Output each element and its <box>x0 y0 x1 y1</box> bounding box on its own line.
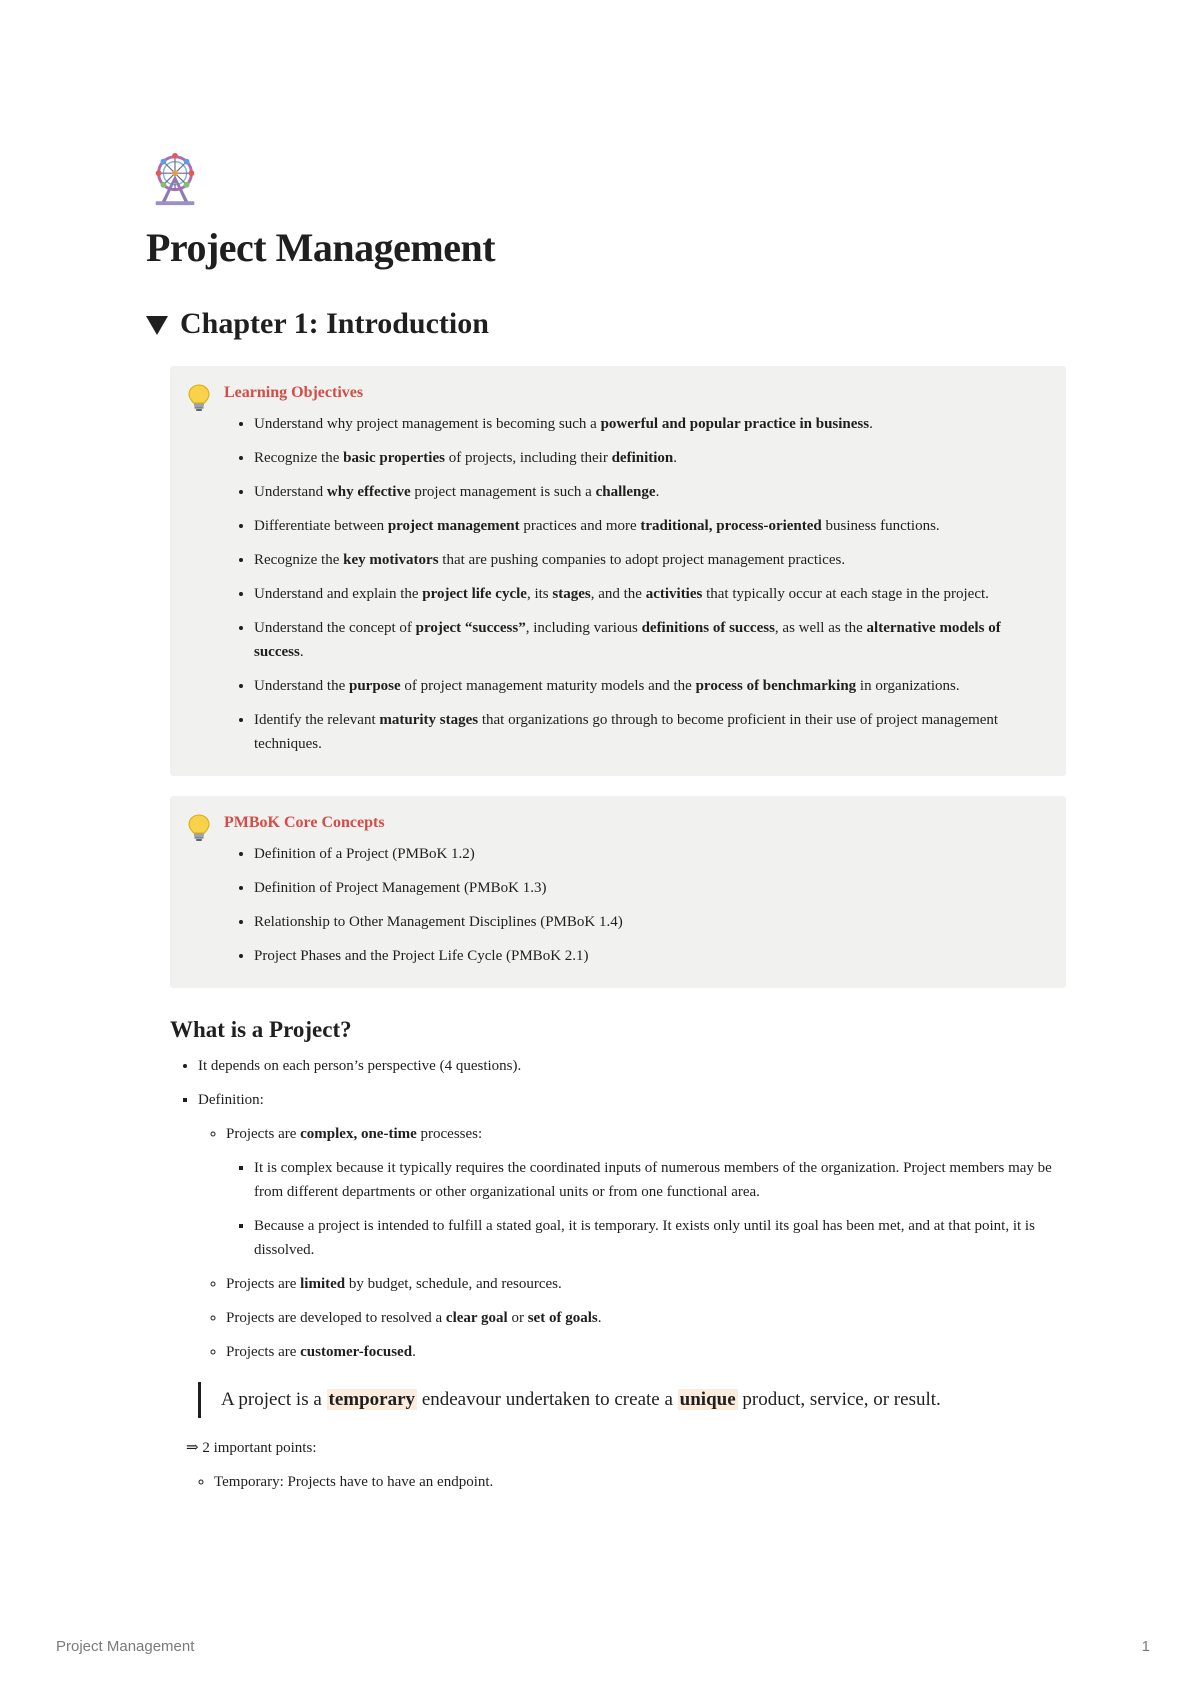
list-item <box>226 1122 1066 1262</box>
highlight-temporary: temporary <box>328 1389 416 1410</box>
list-item: ◦ Temporary: Projects have to have an endpoint. <box>214 1470 1066 1494</box>
definition-sublist <box>198 1122 1066 1364</box>
list-item <box>254 842 1042 866</box>
bold-text: traditional, process-oriented <box>640 518 822 534</box>
bold-text: customer-focused <box>300 1344 413 1360</box>
chapter-toggle-heading[interactable] <box>146 304 1066 344</box>
list-item <box>254 514 1042 538</box>
quote-text: product, service, or result. <box>737 1389 941 1410</box>
light-bulb-icon <box>188 812 214 974</box>
list-item <box>254 412 1042 436</box>
bold-text: why effective <box>326 484 411 500</box>
bold-text: alternative models of success <box>254 620 1001 660</box>
bold-text: limited <box>300 1276 346 1292</box>
bold-text: definition <box>611 450 674 466</box>
callout-title: Learning Objectives <box>224 384 364 401</box>
text-run: Definition of Project Management (PMBoK 1.3) <box>254 880 547 896</box>
callout-pmbok-core-concepts <box>170 796 1066 988</box>
text-run: . <box>412 1344 416 1360</box>
quote-text: A project is a <box>221 1389 327 1410</box>
text-run: , including various <box>525 620 642 636</box>
list-item <box>254 708 1042 756</box>
text-run: project management is such a <box>410 484 596 500</box>
text-run: by budget, schedule, and resources. <box>345 1276 562 1292</box>
bold-text: purpose <box>348 678 401 694</box>
bold-text: powerful and popular practice in business <box>600 416 870 432</box>
bold-text: activities <box>645 586 703 602</box>
text-run: Understand the <box>254 678 349 694</box>
text-run: Recognize the <box>254 552 344 568</box>
complex-details-list <box>226 1156 1066 1262</box>
text-run: , its <box>526 586 553 602</box>
list-item <box>226 1340 1066 1364</box>
light-bulb-icon <box>188 382 214 762</box>
bold-text: stages <box>552 586 591 602</box>
points-intro: ⇒ 2 important points: <box>186 1440 317 1456</box>
bold-text: definitions of success <box>641 620 775 636</box>
text-run: that organizations go through to become proficient in their use of project management techniques. <box>254 712 999 752</box>
text-run: processes: <box>416 1126 483 1142</box>
text-run: practices and more <box>519 518 641 534</box>
page-content <box>146 150 1066 1494</box>
text-run: Understand <box>254 484 327 500</box>
list-item <box>254 446 1042 470</box>
bold-text: complex, one-time <box>300 1126 417 1142</box>
text-run: of project management maturity models and the <box>400 678 696 694</box>
text-run: Projects are <box>226 1276 301 1292</box>
text-run: Differentiate between <box>254 518 388 534</box>
important-points-list <box>186 1470 1066 1494</box>
bold-text: basic properties <box>343 450 445 466</box>
text-run: . <box>869 416 873 432</box>
text-run: of projects, including their <box>444 450 612 466</box>
bold-text: project life cycle <box>422 586 527 602</box>
list-item-text <box>226 1126 482 1142</box>
list-item <box>254 876 1042 900</box>
text-run: Project Phases and the Project Life Cycle (PMBoK 2.1) <box>254 948 589 964</box>
callout-title: PMBoK Core Concepts <box>224 814 385 831</box>
definition-label: Definition: <box>198 1092 264 1108</box>
text-run: Understand and explain the <box>254 586 423 602</box>
list-item <box>254 480 1042 504</box>
list-item-definition <box>198 1088 1066 1364</box>
bold-text: set of goals <box>527 1310 598 1326</box>
text-run: or <box>507 1310 528 1326</box>
list-item <box>254 548 1042 572</box>
text-run: that typically occur at each stage in the project. <box>702 586 989 602</box>
text-run: Definition of a Project (PMBoK 1.2) <box>254 846 475 862</box>
text-run: Projects are <box>226 1344 301 1360</box>
footer-document-title: Project Management <box>56 1638 195 1655</box>
list-item <box>254 582 1042 606</box>
pmbok-concepts-list <box>224 842 1042 968</box>
text-run: that are pushing companies to adopt project management practices. <box>438 552 846 568</box>
page-title: Project Management <box>146 225 496 270</box>
list-item: ▪ Because a project is intended to fulfill a stated goal, it is temporary. It exists only until its goal has been met, and at that point, it is dissolved. <box>254 1214 1066 1262</box>
toggle-triangle-icon[interactable] <box>146 316 168 335</box>
definition-quote <box>198 1382 1066 1418</box>
list-item <box>226 1306 1066 1330</box>
text-run: Projects are developed to resolved a <box>226 1310 446 1326</box>
chapter-title: Chapter 1: Introduction <box>180 307 489 340</box>
text-run: . <box>597 1310 602 1326</box>
text-run: Identify the relevant <box>254 712 380 728</box>
bold-text: project “success” <box>415 620 526 636</box>
list-item <box>226 1272 1066 1296</box>
highlight-unique: unique <box>679 1389 736 1410</box>
text-run: . <box>655 484 660 500</box>
list-item: • It depends on each person’s perspective (4 questions). <box>198 1054 1066 1078</box>
learning-objectives-list <box>224 412 1042 756</box>
bold-text: project management <box>387 518 520 534</box>
text-run: Understand the concept of <box>254 620 416 636</box>
list-item <box>254 674 1042 698</box>
section-heading: What is a Project? <box>170 1017 352 1042</box>
text-run: . <box>299 644 304 660</box>
text-run: Recognize the <box>254 450 344 466</box>
bold-text: process of benchmarking <box>695 678 857 694</box>
list-item <box>254 616 1042 664</box>
text-run: , as well as the <box>774 620 867 636</box>
list-item <box>254 944 1042 968</box>
callout-learning-objectives <box>170 366 1066 776</box>
text-run: business functions. <box>821 518 940 534</box>
list-item: ▪ It is complex because it typically requires the coordinated inputs of numerous members of the organization. Project members may be from different departments or other organizational units or from one functional area. <box>254 1156 1066 1204</box>
ferris-wheel-icon <box>146 150 204 208</box>
bold-text: clear goal <box>445 1310 508 1326</box>
bold-text: key motivators <box>343 552 439 568</box>
bold-text: maturity stages <box>379 712 479 728</box>
text-run: Projects are <box>226 1126 301 1142</box>
text-run: Understand why project management is becoming such a <box>254 416 601 432</box>
bold-text: challenge <box>595 484 656 500</box>
text-run: in organizations. <box>856 678 960 694</box>
quote-text: endeavour undertaken to create a <box>417 1389 678 1410</box>
text-run: , and the <box>590 586 646 602</box>
text-run: Relationship to Other Management Disciplines (PMBoK 1.4) <box>254 914 623 930</box>
footer-page-number: 1 <box>1141 1638 1150 1655</box>
list-item <box>254 910 1042 934</box>
what-is-project-list <box>170 1054 1066 1364</box>
text-run: . <box>673 450 678 466</box>
